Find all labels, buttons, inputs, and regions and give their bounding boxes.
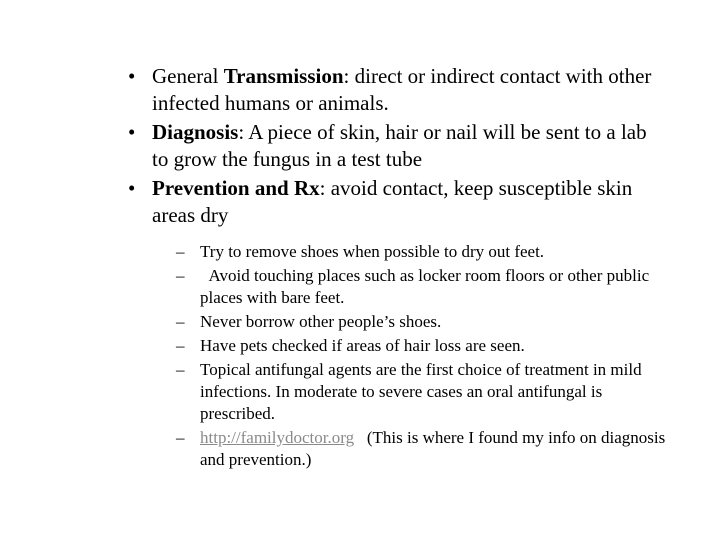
bullet-prefix: General bbox=[152, 64, 224, 88]
sub-item-source bbox=[166, 427, 668, 471]
bullet-dot: • bbox=[128, 176, 136, 200]
sub-item-text: Have pets checked if areas of hair loss are seen. bbox=[200, 336, 525, 355]
sub-item-text: Never borrow other people’s shoes. bbox=[200, 312, 442, 331]
term-prevention: Prevention and Rx bbox=[152, 176, 320, 200]
bullet-transmission bbox=[128, 63, 668, 117]
term-diagnosis: Diagnosis bbox=[152, 120, 239, 144]
source-note: (This is where I found my info on diagnosis and prevention.) bbox=[200, 428, 670, 469]
sub-item-shoes-dry bbox=[166, 241, 668, 263]
sub-item-text: Try to remove shoes when possible to dry out feet. bbox=[200, 242, 545, 261]
bullet-diagnosis bbox=[128, 119, 668, 173]
term-transmission: Transmission bbox=[223, 64, 344, 88]
sub-dash: – bbox=[176, 360, 185, 379]
prevention-sub-list bbox=[152, 241, 668, 471]
bullet-dot: • bbox=[128, 120, 136, 144]
bullet-text: : direct or indirect contact with other infected humans or animals. bbox=[152, 64, 652, 115]
sub-item-borrow-shoes bbox=[166, 311, 668, 333]
sub-dash: – bbox=[176, 266, 185, 285]
bullet-prevention bbox=[128, 175, 668, 471]
familydoctor-link[interactable]: http://familydoctor.org bbox=[200, 428, 355, 447]
bullet-text: : avoid contact, keep susceptible skin areas dry bbox=[152, 176, 633, 227]
sub-item-antifungal bbox=[166, 359, 668, 425]
sub-item-pets bbox=[166, 335, 668, 357]
sub-dash: – bbox=[176, 428, 185, 447]
bullet-text: : A piece of skin, hair or nail will be sent to a lab to grow the fungus in a test tube bbox=[152, 120, 647, 171]
sub-item-avoid-touching bbox=[166, 265, 668, 309]
sub-dash: – bbox=[176, 336, 185, 355]
sub-item-text: Topical antifungal agents are the first choice of treatment in mild infections. In moderate to severe cases an oral antifungal is prescribed. bbox=[200, 360, 642, 423]
main-bullet-list bbox=[128, 63, 668, 473]
sub-dash: – bbox=[176, 242, 185, 261]
sub-dash: – bbox=[176, 312, 185, 331]
bullet-dot: • bbox=[128, 64, 136, 88]
sub-item-text: Avoid touching places such as locker room floors or other public places with bare feet. bbox=[200, 266, 654, 307]
